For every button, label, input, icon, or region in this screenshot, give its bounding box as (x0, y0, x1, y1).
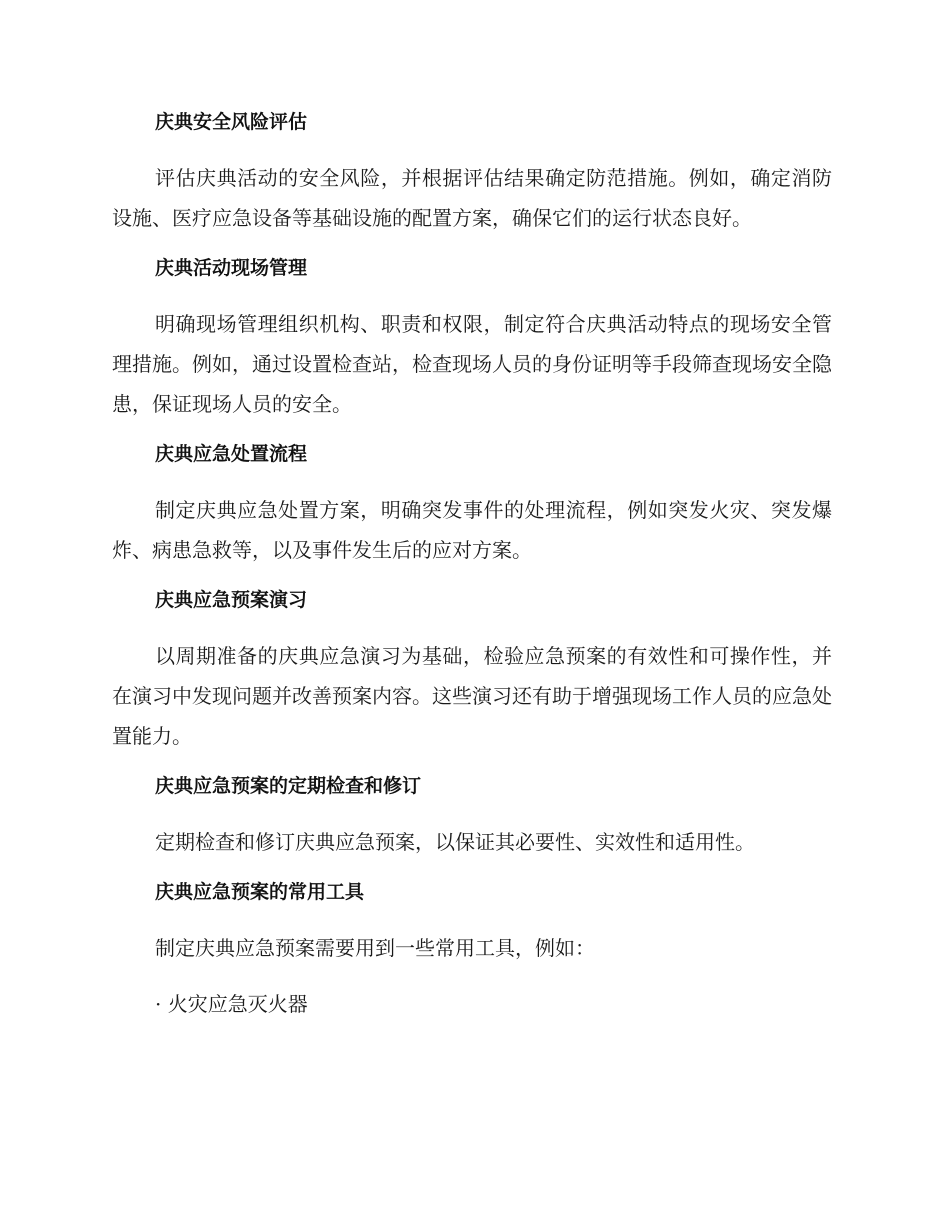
section-heading: 庆典应急处置流程 (155, 443, 308, 465)
section-heading: 庆典应急预案的定期检查和修订 (155, 775, 422, 797)
section-body: 制定庆典应急处置方案，明确突发事件的处理流程，例如突发火灾、突发爆炸、病患急救等，以及事件发生后的应对方案。 (112, 498, 832, 562)
section-heading: 庆典应急预案演习 (155, 589, 308, 611)
section-body: 明确现场管理组织机构、职责和权限，制定符合庆典活动特点的现场安全管理措施。例如，通过设置检查站，检查现场人员的身份证明等手段筛查现场安全隐患，保证现场人员的安全。 (112, 312, 832, 416)
section-heading: 庆典应急预案的常用工具 (155, 881, 365, 903)
list-item: · 火灾应急灭火器 (155, 992, 308, 1016)
document-page (112, 108, 832, 1024)
section-heading: 庆典安全风险评估 (155, 111, 308, 133)
section-body: 定期检查和修订庆典应急预案，以保证其必要性、实效性和适用性。 (155, 830, 755, 854)
section-heading: 庆典活动现场管理 (155, 257, 308, 279)
section-body: 制定庆典应急预案需要用到一些常用工具，例如： (155, 936, 595, 960)
section-body: 以周期准备的庆典应急演习为基础，检验应急预案的有效性和可操作性，并在演习中发现问题并改善预案内容。这些演习还有助于增强现场工作人员的应急处置能力。 (112, 644, 832, 748)
section-body: 评估庆典活动的安全风险，并根据评估结果确定防范措施。例如，确定消防设施、医疗应急设备等基础设施的配置方案，确保它们的运行状态良好。 (112, 166, 832, 230)
